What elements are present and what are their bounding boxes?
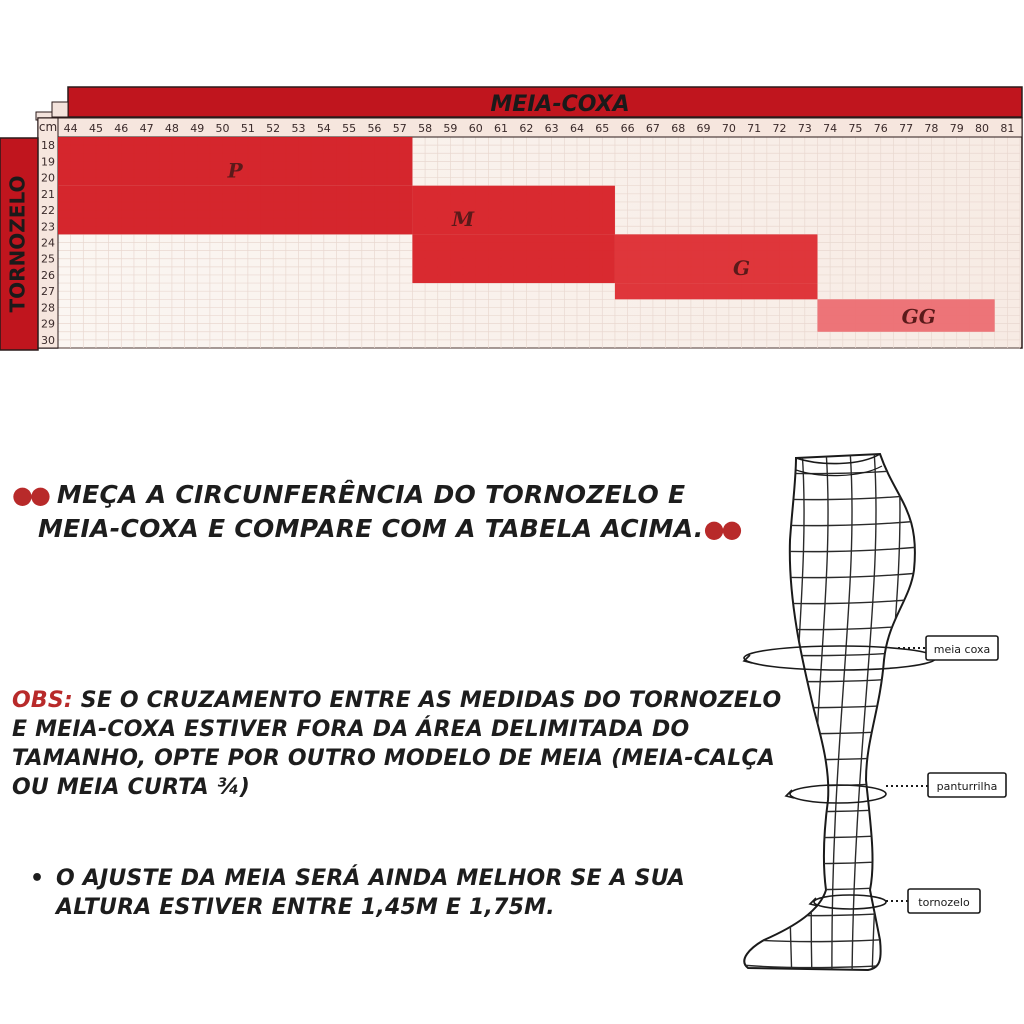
x-tick-label: 68	[671, 122, 686, 135]
height-note	[30, 864, 730, 922]
leader-lines	[886, 648, 928, 901]
x-tick-label: 59	[443, 122, 458, 135]
x-tick-label: 52	[266, 122, 281, 135]
label-meia-coxa-text: meia coxa	[933, 643, 991, 656]
label-tornozelo-text: tornozelo	[918, 896, 970, 909]
size-region-m	[412, 186, 615, 235]
y-tick-label: 30	[41, 333, 55, 347]
x-tick-label: 51	[240, 122, 255, 135]
y-tick-label: 28	[41, 301, 55, 315]
y-tick-label: 24	[41, 236, 55, 250]
x-tick-label: 47	[139, 122, 154, 135]
y-tick-label: 22	[41, 204, 55, 218]
size-label-g: G	[732, 255, 751, 280]
x-tick-label: 76	[873, 122, 888, 135]
instructions-line1: MEÇA A CIRCUNFERÊNCIA DO TORNOZELO E	[56, 480, 686, 509]
y-tick-label: 27	[41, 285, 55, 299]
x-tick-label: 45	[88, 122, 103, 135]
x-tick-label: 74	[823, 122, 838, 135]
unit-label: cm	[38, 120, 58, 134]
x-tick-label: 61	[494, 122, 509, 135]
x-tick-label: 69	[696, 122, 711, 135]
x-tick-label: 81	[1000, 122, 1015, 135]
size-label-p: P	[227, 158, 243, 183]
size-region-p	[58, 186, 412, 235]
x-tick-label: 70	[721, 122, 736, 135]
y-tick-label: 18	[41, 139, 55, 153]
size-region-m	[412, 234, 615, 283]
obs-note	[12, 686, 782, 802]
x-tick-label: 54	[316, 122, 331, 135]
bullet-icon: •	[30, 866, 45, 891]
x-tick-label: 65	[595, 122, 610, 135]
size-label-m: M	[451, 207, 475, 232]
size-region-g	[615, 234, 818, 283]
x-tick-label: 49	[190, 122, 205, 135]
x-tick-label: 67	[645, 122, 660, 135]
x-tick-label: 60	[468, 122, 483, 135]
x-tick-label: 55	[342, 122, 357, 135]
x-tick-label: 80	[975, 122, 990, 135]
size-chart	[0, 0, 1024, 360]
height-note-text: O AJUSTE DA MEIA SERÁ AINDA MELHOR SE A SUA ALTURA ESTIVER ENTRE 1,45M E 1,75M.	[56, 866, 686, 920]
x-tick-label: 75	[848, 122, 863, 135]
x-tick-label: 57	[392, 122, 407, 135]
x-tick-label: 64	[569, 122, 584, 135]
x-tick-label: 58	[418, 122, 433, 135]
obs-text: SE O CRUZAMENTO ENTRE AS MEDIDAS DO TORNOZELO E MEIA-COXA ESTIVER FORA DA ÁREA DELIMITADA DO TAMANHO, OPTE POR OUTRO MODELO DE MEIA (MEIA-CALÇA OU MEIA CURTA ¾)	[12, 688, 782, 800]
label-panturrilha-text: panturrilha	[936, 780, 998, 793]
x-tick-label: 48	[164, 122, 179, 135]
x-tick-label: 78	[924, 122, 939, 135]
y-tick-label: 23	[41, 220, 55, 234]
x-tick-label: 53	[291, 122, 306, 135]
x-tick-label: 56	[367, 122, 382, 135]
x-tick-label: 46	[114, 122, 129, 135]
x-tick-label: 71	[747, 122, 762, 135]
x-tick-label: 66	[620, 122, 635, 135]
tornozelo-title: TORNOZELO	[5, 175, 30, 313]
x-tick-label: 79	[949, 122, 964, 135]
y-tick-label: 20	[41, 171, 55, 185]
instructions	[12, 478, 752, 546]
label-meia-coxa	[926, 636, 998, 660]
obs-label: OBS:	[12, 688, 73, 713]
bullet-dots-left: ●●	[12, 481, 48, 509]
x-tick-label: 73	[797, 122, 812, 135]
y-tick-label: 29	[41, 317, 55, 331]
size-region-g	[615, 283, 818, 299]
label-tornozelo	[908, 889, 980, 913]
y-tick-label: 19	[41, 155, 55, 169]
x-tick-label: 77	[899, 122, 914, 135]
y-tick-label: 21	[41, 187, 55, 201]
meia-coxa-title: MEIA-COXA	[490, 92, 630, 117]
x-tick-label: 62	[519, 122, 534, 135]
x-tick-label: 50	[215, 122, 230, 135]
bullet-dots-right: ●●	[703, 515, 740, 543]
x-tick-label: 63	[544, 122, 559, 135]
label-panturrilha	[928, 773, 1006, 797]
x-tick-label: 44	[63, 122, 78, 135]
leg-diagram	[730, 440, 1020, 1000]
x-tick-label: 72	[772, 122, 787, 135]
leg-shape	[730, 450, 930, 980]
y-tick-label: 26	[41, 268, 55, 282]
size-label-gg: GG	[901, 304, 936, 329]
y-tick-label: 25	[41, 252, 55, 266]
instructions-line2: MEIA-COXA E COMPARE COM A TABELA ACIMA.	[38, 514, 704, 543]
